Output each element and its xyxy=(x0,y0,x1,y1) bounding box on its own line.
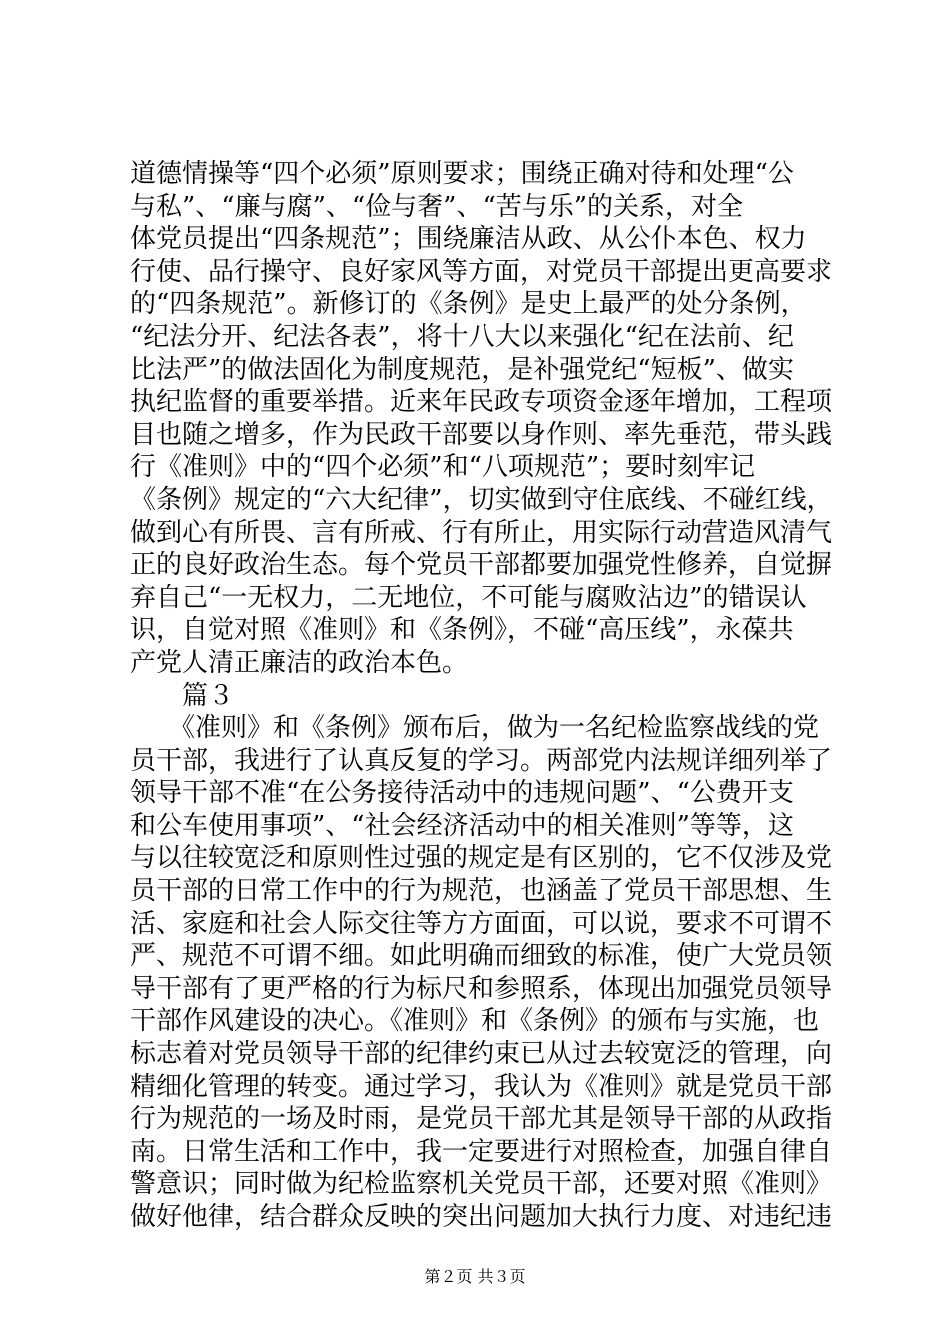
text-line: 产党人清正廉洁的政治本色。 xyxy=(130,647,469,678)
text-line: 导干部有了更严格的行为标尺和参照系，体现出加强党员领导 xyxy=(130,973,833,1004)
text-line: 和公车使用事项”、“社会经济活动中的相关准则”等等，这 xyxy=(130,810,794,841)
text-line: 警意识；同时做为纪检监察机关党员干部，还要对照《准则》 xyxy=(130,1169,833,1200)
text-line: 做好他律，结合群众反映的突出问题加大执行力度、对违纪违 xyxy=(130,1202,833,1232)
text-line: 标志着对党员领导干部的纪律约束已从过去较宽泛的管理，向 xyxy=(130,1039,833,1070)
text-line: 《条例》规定的“六大纪律”，切实做到守住底线、不碰红线， xyxy=(130,484,833,515)
text-line: 比法严”的做法固化为制度规范，是补强党纪“短板”、做实 xyxy=(130,354,794,385)
text-line: 领导干部不准“在公务接待活动中的违规问题”、“公费开支 xyxy=(130,778,794,809)
text-line: 《准则》和《条例》颁布后，做为一名纪检监察战线的党 xyxy=(130,713,820,744)
text-line: “纪法分开、纪法各表”，将十八大以来强化“纪在法前、纪 xyxy=(130,321,794,352)
text-line: 干部作风建设的决心。《准则》和《条例》的颁布与实施，也 xyxy=(130,1006,820,1037)
text-line: 严、规范不可谓不细。如此明确而细致的标准，使广大党员领 xyxy=(130,941,833,972)
text-line: 员干部，我进行了认真反复的学习。两部党内法规详细列举了 xyxy=(130,745,833,776)
text-line: 体党员提出“四条规范”；围绕廉洁从政、从公仆本色、权力 xyxy=(130,224,807,255)
text-line: 做到心有所畏、言有所戒、行有所止，用实际行动营造风清气 xyxy=(130,517,833,548)
text-line: 员干部的日常工作中的行为规范，也涵盖了党员干部思想、生 xyxy=(130,876,833,907)
text-line: 道德情操等“四个必须”原则要求；围绕正确对待和处理“公 xyxy=(130,159,794,189)
text-line: 弃自己“一无权力，二无地位，不可能与腐败沾边”的错误认 xyxy=(130,582,807,613)
text-line: 精细化管理的转变。通过学习，我认为《准则》就是党员干部 xyxy=(130,1071,833,1102)
text-line: 的“四条规范”。新修订的《条例》是史上最严的处分条例， xyxy=(130,289,807,320)
text-line: 执纪监督的重要举措。近来年民政专项资金逐年增加，工程项 xyxy=(130,387,833,418)
text-line: 识，自觉对照《准则》和《条例》，不碰“高压线”，永葆共 xyxy=(130,615,794,646)
page-number-footer: 第２页 共３页 xyxy=(424,1267,526,1286)
text-line: 与私”、“廉与腐”、“俭与奢”、“苦与乐”的关系，对全 xyxy=(130,191,744,222)
text-line: 行《准则》中的“四个必须”和“八项规范”；要时刻牢记 xyxy=(130,452,756,483)
text-line: 正的良好政治生态。每个党员干部都要加强党性修养，自觉摒 xyxy=(130,550,833,581)
text-line: 行使、品行操守、良好家风等方面，对党员干部提出更高要求 xyxy=(130,256,833,287)
text-line: 目也随之增多，作为民政干部要以身作则、率先垂范，带头践 xyxy=(130,419,833,450)
text-line: 活、家庭和社会人际交往等方方面面，可以说，要求不可谓不 xyxy=(130,908,833,939)
text-line: 南。日常生活和工作中，我一定要进行对照检查，加强自律自 xyxy=(130,1136,833,1167)
document-body xyxy=(130,158,840,1234)
section-heading: 篇３ xyxy=(130,680,235,711)
text-line: 行为规范的一场及时雨，是党员干部尤其是领导干部的从政指 xyxy=(130,1104,833,1135)
text-line: 与以往较宽泛和原则性过强的规定是有区别的，它不仅涉及党 xyxy=(130,843,833,874)
